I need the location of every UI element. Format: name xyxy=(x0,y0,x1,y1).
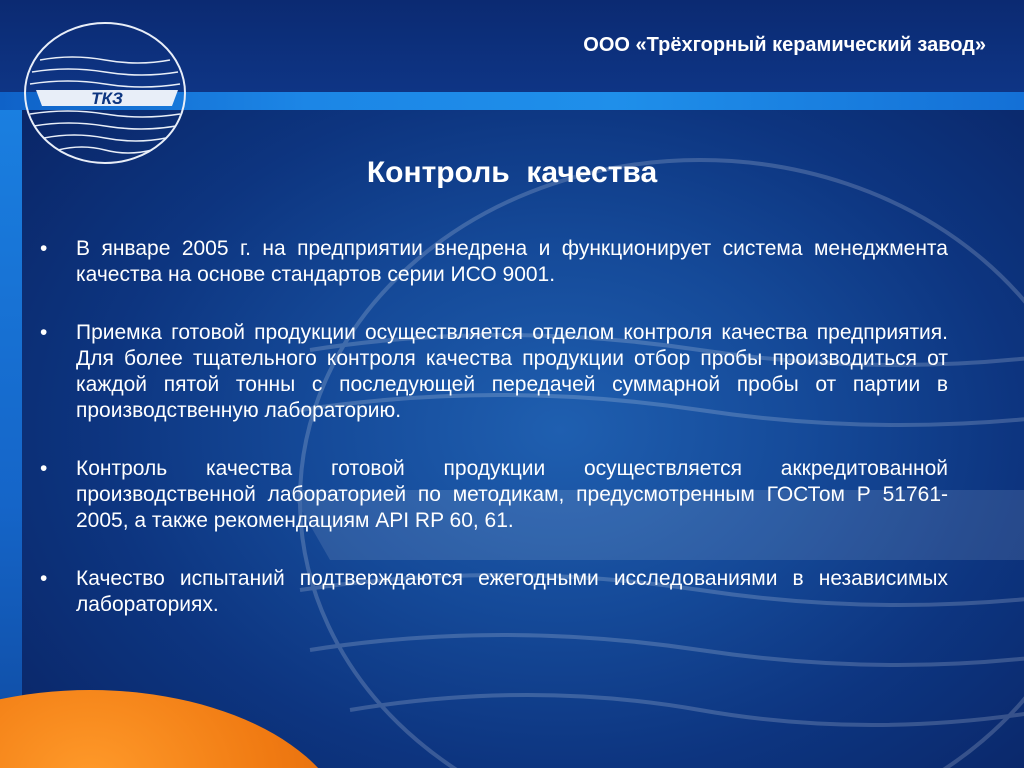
bullet-item xyxy=(36,236,948,288)
bullet-list xyxy=(36,236,948,650)
bullet-dot: • xyxy=(40,321,48,344)
company-name: ООО «Трёхгорный керамический завод» xyxy=(583,34,986,56)
left-stripe xyxy=(0,110,22,768)
bullet-text: Качество испытаний подтверждаются ежегодными исследованиями в независимых лабораториях. xyxy=(76,567,948,616)
bullet-item xyxy=(36,566,948,618)
bullet-dot: • xyxy=(40,237,48,260)
logo-text: ТКЗ xyxy=(91,89,123,108)
bullet-text: Контроль качества готовой продукции осуществляется аккредитованной производственной лабораторией по методикам, предусмотренным ГОСТом Р 51761-2005, а также рекомендациям API RP 60, 61. xyxy=(76,457,948,532)
bullet-item xyxy=(36,320,948,424)
bullet-text: В январе 2005 г. на предприятии внедрена и функционирует система менеджмента качества на основе стандартов серии ИСО 9001. xyxy=(76,237,948,286)
bullet-text: Приемка готовой продукции осуществляется отделом контроля качества предприятия. Для более тщательного контроля качества продукции отбор пробы производиться от каждой пятой тонны с последующей передачей суммарной пробы от партии в производственную лабораторию. xyxy=(76,321,948,422)
bullet-dot: • xyxy=(40,567,48,590)
bullet-dot: • xyxy=(40,457,48,480)
company-logo xyxy=(22,20,188,166)
slide-title: Контроль качества xyxy=(366,156,658,189)
bullet-item xyxy=(36,456,948,534)
